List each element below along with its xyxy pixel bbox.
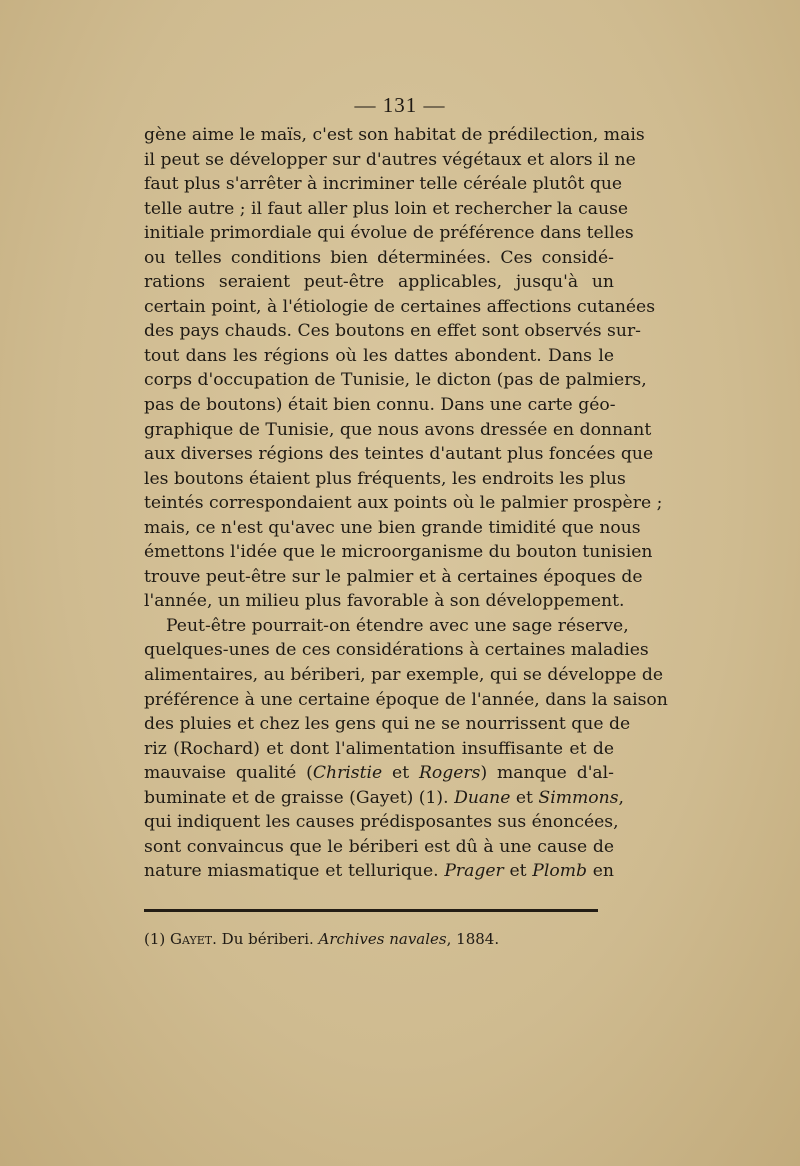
text-line: ou telles conditions bien déterminées. Ces considé- (144, 247, 614, 268)
text-line: sont convaincus que le bériberi est dû à une cause de (144, 836, 614, 857)
text-line: des pays chauds. Ces boutons en effet sont observés sur- (144, 321, 641, 342)
text-line: initiale primordiale qui évolue de préférence dans telles (144, 223, 634, 244)
author-name: Christie (312, 763, 383, 784)
footnote-rule (144, 909, 598, 912)
text-line: mais, ce n'est qu'avec une bien grande timidité que nous (144, 517, 641, 538)
text-line: alimentaires, au bériberi, par exemple, qui se développe de (144, 665, 664, 686)
text-line (144, 761, 614, 786)
text-fragment: buminate et de graisse (Gayet) (1). (144, 787, 455, 808)
footnote (144, 930, 614, 948)
author-name: Simmons (538, 787, 619, 808)
text-line: l'année, un milieu plus favorable à son développement. (144, 591, 625, 612)
text-fragment: ) manque d'al- (480, 763, 614, 784)
text-line: teintés correspondaient aux points où le palmier prospère ; (144, 493, 663, 514)
text-line: les boutons étaient plus fréquents, les endroits les plus (144, 468, 626, 489)
text-fragment: et (503, 861, 533, 882)
text-line: qui indiquent les causes prédisposantes sus énoncées, (144, 812, 619, 833)
text-fragment: en (587, 861, 614, 882)
text-line: Peut-être pourrait-on étendre avec une sage réserve, (166, 615, 629, 636)
footnote-journal: Archives navales (318, 930, 447, 948)
text-line: gène aime le maïs, c'est son habitat de prédilection, mais (144, 125, 645, 145)
text-fragment: mauvaise qualité ( (144, 763, 313, 784)
text-line: émettons l'idée que le microorganisme du bouton tunisien (144, 542, 653, 563)
author-name: Duane (454, 787, 511, 808)
text-line: il peut se développer sur d'autres végétaux et alors il ne (144, 149, 636, 170)
text-line: tout dans les régions où les dattes abondent. Dans le (144, 345, 614, 366)
text-line: corps d'occupation de Tunisie, le dicton (pas de palmiers, (144, 370, 647, 391)
text-fragment: , (618, 787, 624, 808)
text-line: trouve peut-être sur le palmier et à certaines époques de (144, 566, 643, 587)
text-line: aux diverses régions des teintes d'autant plus foncées que (144, 444, 654, 465)
author-name: Prager (444, 861, 504, 882)
text-line: certain point, à l'étiologie de certaines affections cutanées (144, 296, 656, 317)
text-line: quelques-unes de ces considérations à certaines maladies (144, 640, 649, 661)
author-name: Plomb (532, 861, 587, 882)
text-line (144, 786, 624, 811)
body-text (144, 123, 668, 884)
text-line: des pluies et chez les gens qui ne se nourrissent que de (144, 714, 631, 735)
text-line: telle autre ; il faut aller plus loin et rechercher la cause (144, 198, 629, 219)
text-line: faut plus s'arrêter à incriminer telle céréale plutôt que (144, 174, 623, 195)
text-line: pas de boutons) était bien connu. Dans une carte géo- (144, 395, 616, 416)
text-line: préférence à une certaine époque de l'année, dans la saison (144, 689, 668, 710)
text-line: graphique de Tunisie, que nous avons dressée en donnant (144, 419, 652, 440)
text-line (144, 859, 614, 884)
author-name: Rogers (418, 763, 481, 784)
text-fragment: et (382, 763, 419, 784)
footnote-author: Gayet (170, 930, 213, 948)
page-number: — 131 — (354, 93, 446, 117)
text-line: riz (Rochard) et dont l'alimentation insuffisante et de (144, 738, 614, 759)
text-fragment: nature miasmatique et tellurique. (144, 861, 445, 882)
footnote-marker: (1) (144, 930, 171, 948)
text-fragment: et (510, 787, 539, 808)
footnote-year: , 1884. (446, 930, 500, 948)
footnote-text: . Du bériberi. (212, 930, 319, 948)
text-line: rations seraient peut-être applicables, jusqu'à un (144, 272, 614, 293)
